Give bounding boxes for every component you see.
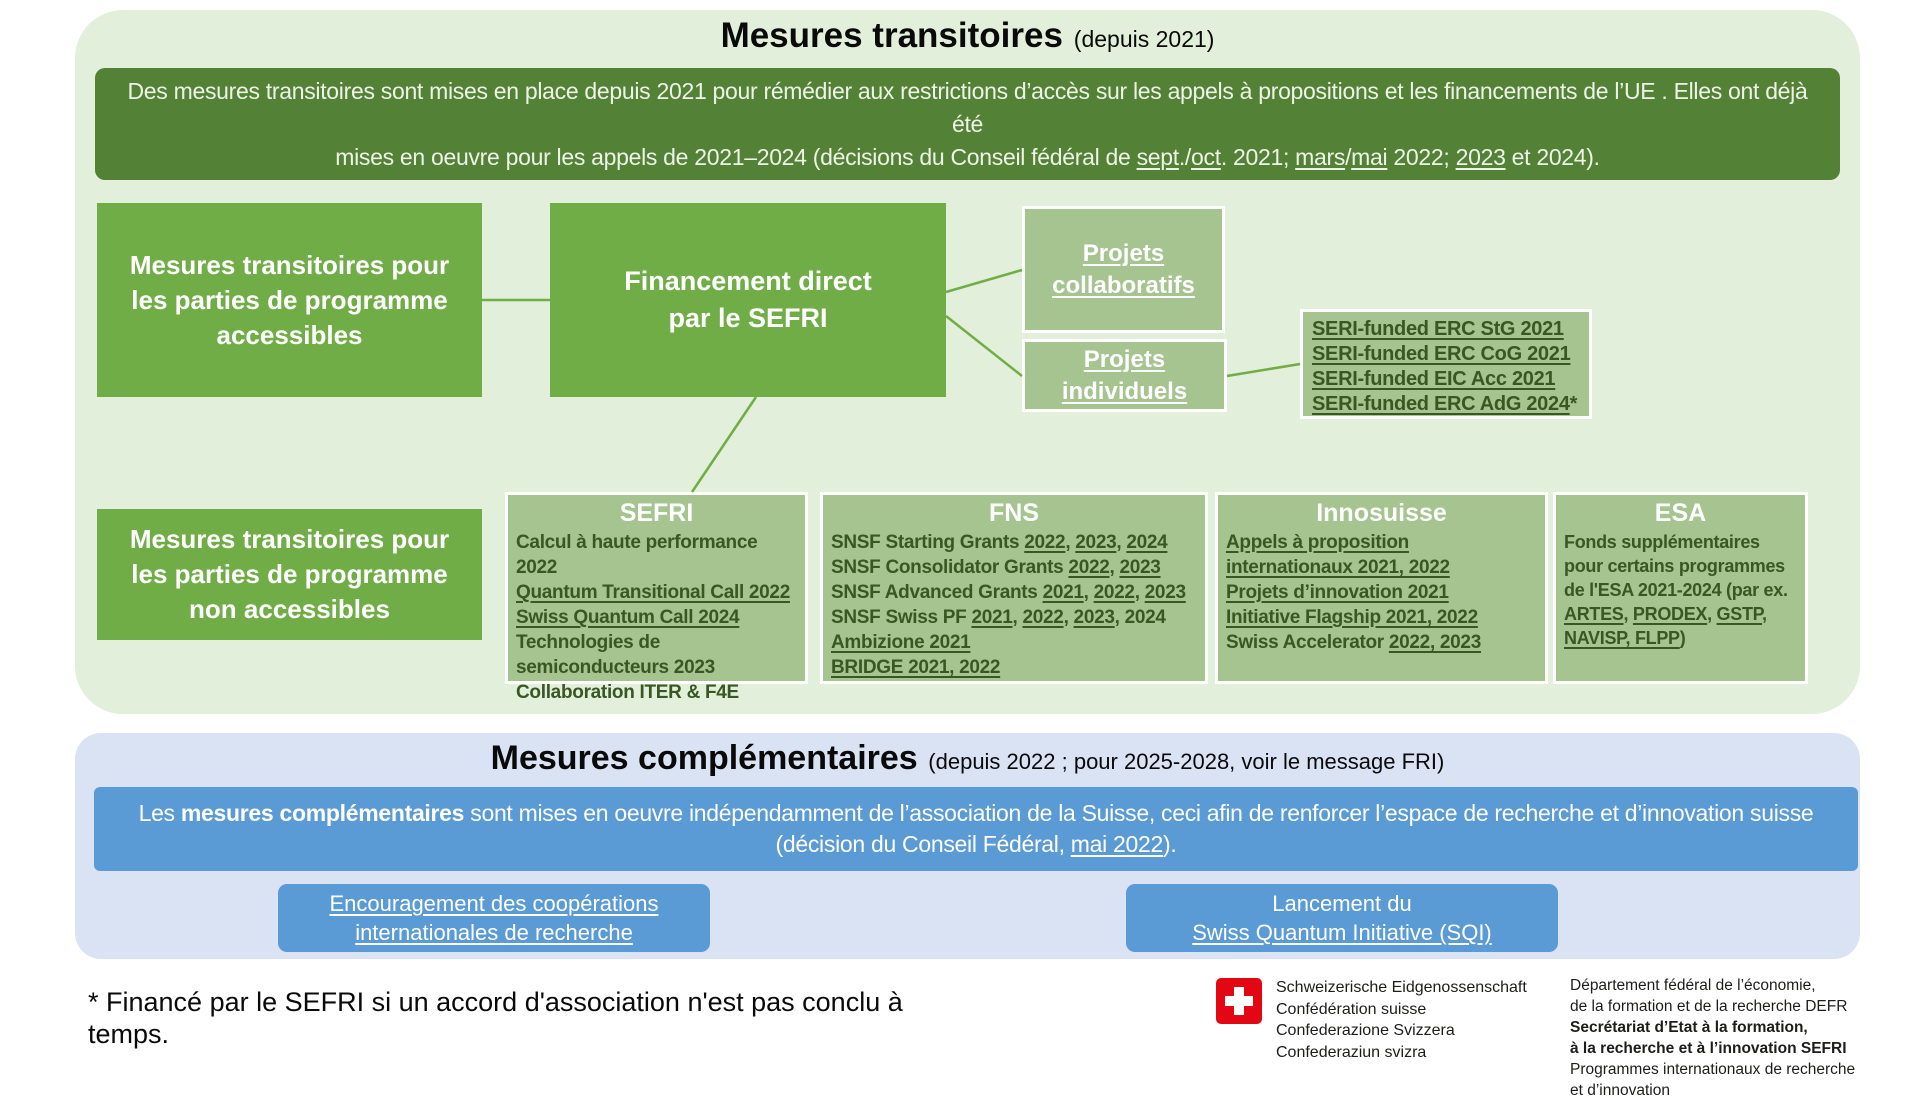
link[interactable]: individuels: [1061, 377, 1188, 405]
box-non-accessible-programme-parts: [97, 509, 482, 640]
agency-box-esa: [1553, 492, 1808, 684]
link[interactable]: 2022: [1068, 557, 1110, 578]
link[interactable]: 2021: [1042, 582, 1084, 603]
link[interactable]: internationales de recherche: [355, 920, 633, 945]
complementary-banner: [94, 787, 1858, 871]
agency-innosuisse-items[interactable]: Appels à proposition internationaux 2021, 2022 Projets d’innovation 2021 Initiative Flagship 2021, 2022 Swiss Accelerator 2022, 2023: [1226, 532, 1481, 653]
box-direct-funding-label: Financement direct par le SEFRI: [624, 266, 872, 333]
transitional-banner-text: Des mesures transitoires sont mises en place depuis 2021 pour rémédier aux restrictions d’accès sur les appels à propositions et les financements de l’UE . Elles ont déjà été mises en oeuvre pour les appels de 2021–2024 (décisions du Conseil fédéral de sept./oct. 2021; mars/mai 2022; 2023 et 2024).: [127, 77, 1808, 170]
agency-innosuisse-title: Innosuisse: [1316, 499, 1447, 527]
international-cooperation-link[interactable]: [330, 889, 659, 947]
link[interactable]: Projets d’innovation 2021: [1226, 582, 1449, 603]
link[interactable]: Swiss Quantum Initiative (SQI): [1192, 920, 1492, 945]
link[interactable]: mai: [1351, 143, 1388, 170]
transitional-title-text: Mesures transitoires: [720, 16, 1063, 55]
link[interactable]: collaboratifs: [1052, 271, 1195, 299]
transitional-title: [75, 16, 1860, 56]
agency-esa-title: ESA: [1654, 499, 1707, 527]
complementary-title: [75, 739, 1860, 778]
agency-fns-title: FNS: [989, 499, 1039, 527]
link[interactable]: GSTP: [1716, 604, 1763, 624]
link[interactable]: ARTES: [1564, 604, 1624, 624]
link[interactable]: PRODEX: [1632, 604, 1708, 624]
box-individual-projects[interactable]: [1022, 339, 1227, 412]
link[interactable]: Initiative Flagship 2021, 2022: [1226, 607, 1478, 628]
footnote: * Financé par le SEFRI si un accord d'association n'est pas conclu à temps.: [88, 987, 903, 1049]
complementary-banner-text: Les mesures complémentaires sont mises en oeuvre indépendamment de l’association de la Suisse, ceci afin de renforcer l’espace de recherche et d’innovation suisse (décision du Conseil Fédéral, mai 2022).: [138, 800, 1814, 857]
complementary-title-text: Mesures complémentaires: [490, 739, 918, 777]
individual-projects-link[interactable]: [1062, 344, 1187, 408]
box-direct-funding-sefri: [550, 203, 946, 397]
box-non-accessible-label: Mesures transitoires pour les parties de programme non accessibles: [129, 524, 450, 624]
link[interactable]: NAVISP, FLPP: [1564, 628, 1680, 648]
swiss-quantum-initiative-link[interactable]: Lancement du Swiss Quantum Initiative (SQI): [1192, 891, 1492, 945]
department-wordmark: Département fédéral de l’économie, de la formation et de la recherche DEFR Secrétariat d’Etat à la formation, à la recherche et à l’innovation SEFRI Programmes internationaux de recherche et d’innovation: [1570, 977, 1856, 1099]
agency-esa-items[interactable]: Fonds supplémentaires pour certains programmes de l'ESA 2021-2024 (par ex. ARTES, PRODEX, GSTP, NAVISP, FLPP): [1564, 532, 1788, 648]
link[interactable]: Quantum Transitional Call 2022: [516, 582, 790, 603]
complementary-title-note: (depuis 2022 ; pour 2025-2028, voir le message FRI): [928, 749, 1445, 774]
link[interactable]: Ambizione 2021: [831, 632, 971, 653]
box-international-cooperation[interactable]: [278, 884, 710, 952]
link[interactable]: Appels à proposition internationaux 2021, 2022: [1226, 532, 1450, 578]
agency-sefri-items[interactable]: Calcul à haute performance 2022 Quantum Transitional Call 2022 Swiss Quantum Call 2024 Technologies de semiconducteurs 2023 Collaboration ITER & F4E: [516, 532, 790, 703]
link[interactable]: Projets: [1083, 345, 1166, 373]
link[interactable]: Projets: [1082, 239, 1165, 267]
agency-fns-items[interactable]: SNSF Starting Grants 2022, 2023, 2024 SNSF Consolidator Grants 2022, 2023 SNSF Advanced Grants 2021, 2022, 2023 SNSF Swiss PF 2021, 2022, 2023, 2024 Ambizione 2021 BRIDGE 2021, 2022: [831, 532, 1186, 678]
link[interactable]: SERI-funded ERC AdG 2024: [1312, 393, 1570, 415]
confederation-wordmark: Schweizerische Eidgenossenschaft Confédération suisse Confederazione Svizzera Confederaziun svizra: [1276, 979, 1527, 1061]
box-swiss-quantum-initiative[interactable]: [1126, 884, 1558, 952]
link[interactable]: 2021: [971, 607, 1013, 628]
link[interactable]: 2023: [1075, 532, 1117, 553]
link[interactable]: oct: [1191, 143, 1221, 170]
agency-box-fns: [820, 492, 1208, 684]
link[interactable]: 2022: [1022, 607, 1064, 628]
flag-cross-horizontal: [1225, 996, 1253, 1006]
link[interactable]: 2022, 2023: [1388, 632, 1481, 653]
seri-funded-call-links[interactable]: SERI-funded ERC StG 2021 SERI-funded ERC CoG 2021 SERI-funded EIC Acc 2021 SERI-funded ERC AdG 2024*: [1312, 318, 1578, 415]
link[interactable]: SERI-funded ERC CoG 2021: [1312, 343, 1571, 365]
box-seri-funded-calls[interactable]: [1300, 309, 1592, 419]
link[interactable]: 2023: [1144, 582, 1186, 603]
link[interactable]: BRIDGE 2021, 2022: [831, 657, 1001, 678]
link[interactable]: mars: [1295, 143, 1346, 170]
link[interactable]: SERI-funded EIC Acc 2021: [1312, 368, 1556, 390]
link[interactable]: Swiss Quantum Call 2024: [516, 607, 740, 628]
agency-sefri-title: SEFRI: [619, 499, 694, 527]
agency-box-innosuisse: [1215, 492, 1548, 684]
box-accessible-label: Mesures transitoires pour les parties de programme accessibles: [129, 249, 450, 350]
link[interactable]: SERI-funded ERC StG 2021: [1312, 318, 1564, 340]
link[interactable]: mai 2022: [1070, 831, 1164, 857]
link[interactable]: 2023: [1073, 607, 1115, 628]
transitional-title-note: (depuis 2021): [1073, 26, 1215, 52]
box-accessible-programme-parts: [97, 203, 482, 397]
link[interactable]: 2023: [1119, 557, 1161, 578]
transitional-banner: [95, 68, 1840, 180]
link[interactable]: 2024: [1126, 532, 1168, 553]
link[interactable]: Encouragement des coopérations: [329, 891, 659, 916]
box-collaborative-projects[interactable]: [1022, 206, 1225, 333]
swiss-flag-icon: [1216, 978, 1262, 1024]
collaborative-projects-link[interactable]: [1052, 238, 1195, 302]
link[interactable]: 2023: [1455, 143, 1506, 170]
link[interactable]: 2022: [1093, 582, 1135, 603]
agency-box-sefri: [505, 492, 808, 703]
link[interactable]: sept: [1136, 143, 1179, 170]
link[interactable]: 2022: [1024, 532, 1066, 553]
